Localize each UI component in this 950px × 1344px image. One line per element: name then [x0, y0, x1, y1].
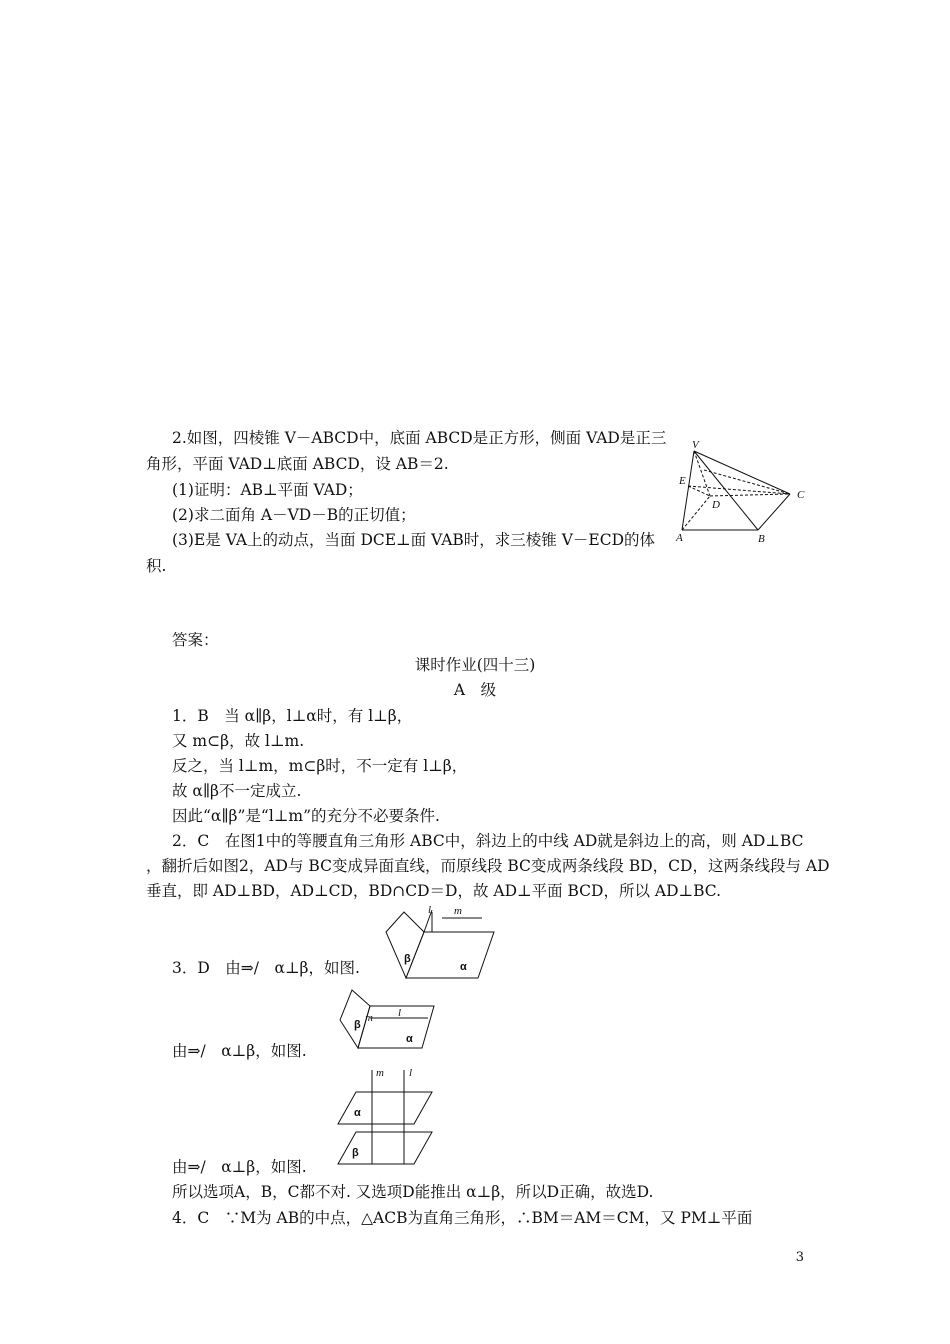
problem-2-line-1: 2.如图，四棱锥 V－ABCD中，底面 ABCD是正方形，侧面 VAD是正三	[172, 429, 667, 447]
answer-3-conclusion: 所以选项A，B，C都不对. 又选项D能推出 α⊥β，所以D正确，故选D.	[172, 1183, 654, 1201]
page-number: 3	[795, 1250, 804, 1265]
fig3-label-beta: β	[352, 1147, 359, 1159]
answer-3-figure-3	[336, 1064, 436, 1168]
answer-1-line-5: 因此“α∥β”是“l⊥m”的充分不必要条件.	[172, 807, 440, 825]
answer-1-line-2: 又 m⊂β，故 l⊥m.	[172, 732, 305, 750]
answer-1-line-1: 1．B 当 α∥β，l⊥α时，有 l⊥β，	[172, 707, 413, 725]
fig1-label-beta: β	[404, 953, 411, 965]
fig3-label-l: l	[409, 1067, 413, 1079]
problem-2-line-6: 积.	[146, 557, 167, 575]
fig2-label-m: m	[365, 1012, 373, 1024]
answers-level: A 级	[453, 681, 497, 699]
fig1-label-m: m	[454, 905, 462, 917]
answer-3-line-3: 由⇒/ α⊥β，如图.	[172, 1158, 307, 1176]
fig2-label-beta: β	[354, 1019, 361, 1031]
fig3-label-m: m	[376, 1067, 384, 1079]
problem-2-part-2: (2)求二面角 A－VD－B的正切值；	[172, 506, 416, 524]
answer-3-line-2: 由⇒/ α⊥β，如图.	[172, 1042, 307, 1060]
answer-3-figure-1	[384, 904, 496, 980]
fig3-label-alpha: α	[354, 1107, 361, 1119]
label-v: V	[692, 439, 699, 451]
pyramid-figure	[672, 438, 812, 548]
label-a: A	[676, 532, 683, 544]
answers-heading: 答案：	[172, 631, 219, 649]
label-c: C	[797, 489, 805, 501]
answer-2-line-3: 垂直，即 AD⊥BD，AD⊥CD，BD∩CD＝D，故 AD⊥平面 BCD，所以 AD⊥BC.	[146, 882, 721, 900]
label-d: D	[712, 499, 720, 511]
answer-4-line-1: 4．C ∵M为 AB的中点，△ACB为直角三角形，∴BM＝AM＝CM，又 PM⊥平面	[172, 1209, 753, 1227]
problem-2-part-3: (3)E是 VA上的动点，当面 DCE⊥面 VAB时，求三棱锥 V－ECD的体	[172, 531, 656, 549]
answer-2-line-2: ，翻折后如图2，AD与 BC变成异面直线，而原线段 BC变成两条线段 BD，CD，这两条线段与 AD	[146, 857, 830, 875]
answer-2-line-1: 2．C 在图1中的等腰直角三角形 ABC中，斜边上的中线 AD就是斜边上的高，则 AD⊥BC	[172, 832, 804, 850]
fig1-label-l: l	[428, 904, 432, 916]
fig2-label-l: l	[398, 1007, 402, 1019]
answers-title: 课时作业(四十三)	[414, 656, 536, 674]
answer-1-line-3: 反之，当 l⊥m，m⊂β时，不一定有 l⊥β，	[172, 757, 468, 775]
answer-3-figure-2	[338, 988, 438, 1050]
answer-1-line-4: 故 α∥β不一定成立.	[172, 782, 302, 800]
problem-2-part-1: (1)证明：AB⊥平面 VAD；	[172, 481, 363, 499]
answer-3-line-1: 3．D 由⇒/ α⊥β，如图.	[172, 959, 360, 977]
label-b: B	[758, 533, 765, 545]
problem-2-line-2: 角形，平面 VAD⊥底面 ABCD，设 AB＝2.	[146, 455, 449, 473]
fig2-label-alpha: α	[406, 1033, 413, 1045]
label-e: E	[679, 475, 686, 487]
fig1-label-alpha: α	[460, 961, 467, 973]
